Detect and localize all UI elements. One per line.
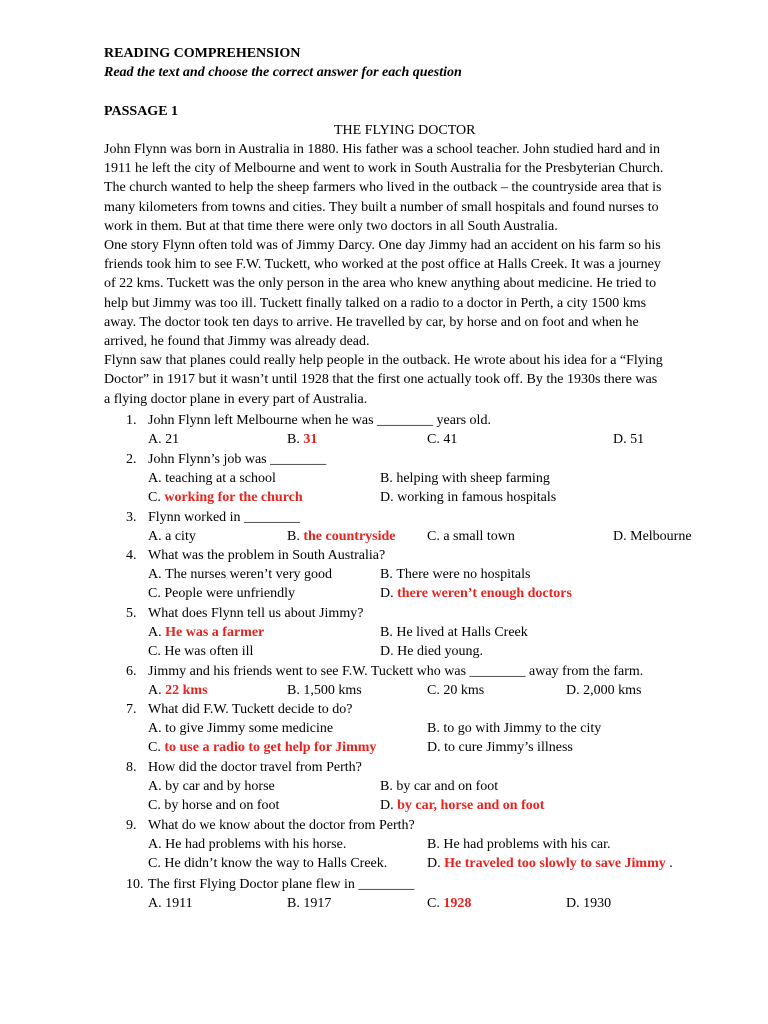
- option-letter: A.: [148, 721, 166, 737]
- option-letter: A.: [148, 683, 166, 699]
- option-a[interactable]: [148, 894, 193, 913]
- option-text: to cure Jimmy’s illness: [444, 740, 573, 756]
- option-a[interactable]: [148, 681, 208, 700]
- option-letter: D.: [380, 490, 398, 506]
- option-c[interactable]: [148, 642, 253, 661]
- option-letter: C.: [427, 683, 444, 699]
- passage-line: One story Flynn often told was of Jimmy Darcy. One day Jimmy had an accident on his farm so his: [104, 238, 661, 253]
- passage-line: The church wanted to help the sheep farmers who lived in the outback – the countryside area that is: [104, 180, 662, 196]
- question-text: What was the problem in South Australia?: [148, 548, 386, 563]
- passage-line: a flying doctor plane in every part of Australia.: [104, 391, 368, 407]
- option-d[interactable]: [380, 796, 544, 815]
- option-c[interactable]: [427, 894, 471, 913]
- option-text: to give Jimmy some medicine: [165, 721, 334, 737]
- option-text: Melbourne: [630, 529, 692, 545]
- option-c[interactable]: [148, 488, 303, 507]
- question-9: [126, 816, 415, 835]
- option-letter: B.: [427, 837, 444, 853]
- option-letter: B.: [380, 779, 397, 795]
- question-text: John Flynn left Melbourne when he was ________ years old.: [148, 413, 491, 428]
- correct-answer-text: He traveled too slowly to save Jimmy: [444, 856, 666, 872]
- question-number: 9.: [126, 818, 137, 833]
- option-letter: B.: [287, 683, 304, 699]
- option-c[interactable]: [427, 527, 515, 546]
- option-text: a city: [165, 529, 196, 545]
- option-letter: C.: [427, 529, 444, 545]
- question-number: 7.: [126, 702, 137, 717]
- passage-line: John Flynn was born in Australia in 1880. His father was a school teacher. John studied hard and in: [104, 142, 661, 157]
- option-letter: A.: [148, 625, 166, 641]
- option-letter: D.: [427, 740, 445, 756]
- option-letter: D.: [613, 529, 631, 545]
- option-d[interactable]: [566, 681, 641, 700]
- option-letter: B.: [380, 567, 397, 583]
- doc-title: READING COMPREHENSION: [104, 46, 301, 61]
- option-text: by car and by horse: [165, 779, 275, 795]
- option-text: 1930: [583, 896, 612, 912]
- option-letter: C.: [148, 490, 165, 506]
- option-d[interactable]: [613, 527, 692, 546]
- option-letter: B.: [287, 432, 304, 448]
- question-text: How did the doctor travel from Perth?: [148, 760, 362, 775]
- question-text: John Flynn’s job was ________: [148, 452, 327, 467]
- option-letter: C.: [148, 644, 165, 660]
- option-text: There were no hospitals: [396, 567, 531, 583]
- option-c[interactable]: [148, 584, 295, 603]
- option-letter: C.: [427, 432, 444, 448]
- option-b[interactable]: [427, 835, 611, 854]
- trailing-period: .: [665, 856, 673, 872]
- option-text: a small town: [443, 529, 515, 545]
- question-3: [126, 508, 300, 527]
- option-c[interactable]: [148, 796, 279, 815]
- option-text: teaching at a school: [165, 471, 276, 487]
- correct-answer-text: by car, horse and on foot: [397, 798, 545, 814]
- option-letter: B.: [427, 721, 444, 737]
- option-a[interactable]: [148, 623, 264, 642]
- option-letter: A.: [148, 529, 166, 545]
- passage-line: 1911 he left the city of Melbourne and went to work in South Australia for the Presbyterian Church.: [104, 161, 664, 177]
- option-a[interactable]: [148, 565, 332, 584]
- option-letter: D.: [427, 856, 445, 872]
- option-text: He was often ill: [164, 644, 254, 660]
- option-letter: C.: [427, 896, 444, 912]
- option-c[interactable]: [427, 430, 457, 449]
- question-1: [126, 411, 491, 430]
- option-a[interactable]: [148, 719, 333, 738]
- option-text: He had problems with his horse.: [165, 837, 347, 853]
- question-10: [126, 875, 414, 894]
- option-text: He had problems with his car.: [443, 837, 611, 853]
- option-letter: C.: [148, 740, 165, 756]
- option-letter: D.: [613, 432, 631, 448]
- option-a[interactable]: [148, 527, 196, 546]
- question-text: Flynn worked in ________: [148, 510, 301, 525]
- question-number: 8.: [126, 760, 137, 775]
- question-text: What did F.W. Tuckett decide to do?: [148, 702, 353, 717]
- option-letter: D.: [380, 798, 398, 814]
- option-text: helping with sheep farming: [396, 471, 550, 487]
- option-d[interactable]: [380, 642, 483, 661]
- option-c[interactable]: [148, 854, 387, 873]
- option-b[interactable]: [287, 894, 331, 913]
- question-4: [126, 546, 385, 565]
- question-6: [126, 662, 643, 681]
- option-d[interactable]: [380, 584, 572, 603]
- option-text: to go with Jimmy to the city: [443, 721, 602, 737]
- option-letter: D.: [380, 586, 398, 602]
- option-b[interactable]: [287, 430, 317, 449]
- option-a[interactable]: [148, 469, 276, 488]
- correct-answer-text: to use a radio to get help for Jimmy: [164, 740, 377, 756]
- option-b[interactable]: [287, 681, 362, 700]
- passage-line: friends took him to see F.W. Tuckett, who worked at the post office at Halls Creek. It was a journey: [104, 257, 661, 273]
- option-text: People were unfriendly: [164, 586, 295, 602]
- correct-answer-text: working for the church: [164, 490, 303, 506]
- question-number: 4.: [126, 548, 137, 563]
- question-number: 3.: [126, 510, 137, 525]
- option-b[interactable]: [380, 469, 550, 488]
- option-letter: A.: [148, 896, 166, 912]
- option-a[interactable]: [148, 777, 275, 796]
- option-d[interactable]: [613, 430, 644, 449]
- option-letter: A.: [148, 779, 166, 795]
- question-number: 1.: [126, 413, 137, 428]
- instruction: Read the text and choose the correct answer for each question: [104, 65, 462, 80]
- passage-line: help but Jimmy was too ill. Tuckett finally talked on a radio to a doctor in Perth, a city 1500 kms: [104, 295, 647, 311]
- passage-line: Flynn saw that planes could really help people in the outback. He wrote about his idea for a “Flying: [104, 353, 663, 369]
- option-letter: C.: [148, 586, 165, 602]
- option-text: He died young.: [397, 644, 484, 660]
- option-text: by car and on foot: [396, 779, 499, 795]
- option-c[interactable]: [427, 681, 484, 700]
- passage-line: Doctor” in 1917 but it wasn’t until 1928 that the first one actually took off. By the 1930s there was: [104, 372, 658, 388]
- question-number: 5.: [126, 606, 137, 621]
- option-text: by horse and on foot: [164, 798, 280, 814]
- option-letter: D.: [566, 896, 584, 912]
- option-d[interactable]: [427, 738, 573, 757]
- passage-line: arrived, he found that Jimmy was already dead.: [104, 334, 370, 349]
- option-a[interactable]: [148, 430, 179, 449]
- option-b[interactable]: [380, 565, 530, 584]
- correct-answer-text: the countryside: [303, 529, 396, 545]
- option-b[interactable]: [287, 527, 396, 546]
- option-text: He didn’t know the way to Halls Creek.: [164, 856, 388, 872]
- option-letter: A.: [148, 432, 166, 448]
- option-letter: D.: [566, 683, 584, 699]
- passage-line: many kilometers from towns and cities. They built a number of small hospitals and found nurses to: [104, 199, 659, 215]
- question-7: [126, 700, 352, 719]
- question-8: [126, 758, 362, 777]
- passage-line: work in them. But at that time there were only two doctors in all South Australia.: [104, 218, 558, 234]
- correct-answer-text: 22 kms: [165, 683, 208, 699]
- option-letter: A.: [148, 471, 166, 487]
- passage-title: THE FLYING DOCTOR: [334, 123, 476, 138]
- option-letter: B.: [287, 896, 304, 912]
- option-letter: C.: [148, 798, 165, 814]
- option-text: He lived at Halls Creek: [396, 625, 528, 641]
- option-b[interactable]: [380, 777, 498, 796]
- option-text: 2,000 kms: [583, 683, 642, 699]
- option-letter: B.: [287, 529, 304, 545]
- question-text: What does Flynn tell us about Jimmy?: [148, 606, 364, 621]
- question-number: 6.: [126, 664, 137, 679]
- question-text: Jimmy and his friends went to see F.W. Tuckett who was ________ away from the farm.: [148, 664, 644, 679]
- question-text: The first Flying Doctor plane flew in ________: [148, 877, 415, 892]
- option-text: 1911: [165, 896, 193, 912]
- option-text: 1917: [303, 896, 332, 912]
- option-a[interactable]: [148, 835, 346, 854]
- option-text: 20 kms: [443, 683, 485, 699]
- question-5: [126, 604, 363, 623]
- correct-answer-text: there weren’t enough doctors: [397, 586, 572, 602]
- correct-answer-text: He was a farmer: [165, 625, 265, 641]
- option-letter: A.: [148, 837, 166, 853]
- correct-answer-text: 1928: [443, 896, 472, 912]
- question-text: What do we know about the doctor from Perth?: [148, 818, 415, 833]
- option-letter: A.: [148, 567, 166, 583]
- option-d[interactable]: [427, 854, 673, 873]
- option-letter: C.: [148, 856, 165, 872]
- option-b[interactable]: [380, 623, 528, 642]
- question-number: 10.: [126, 877, 144, 892]
- passage-line: away. The doctor took ten days to arrive. He travelled by car, by horse and on foot and when he: [104, 314, 639, 330]
- option-d[interactable]: [566, 894, 611, 913]
- option-letter: B.: [380, 471, 397, 487]
- option-text: working in famous hospitals: [397, 490, 557, 506]
- passage-line: of 22 kms. Tuckett was the only person in the area who knew anything about medicine. He tried to: [104, 276, 657, 292]
- option-c[interactable]: [148, 738, 376, 757]
- option-d[interactable]: [380, 488, 556, 507]
- question-2: [126, 450, 326, 469]
- question-number: 2.: [126, 452, 137, 467]
- option-letter: B.: [380, 625, 397, 641]
- option-text: 41: [443, 432, 458, 448]
- option-text: The nurses weren’t very good: [165, 567, 333, 583]
- option-b[interactable]: [427, 719, 601, 738]
- option-text: 1,500 kms: [303, 683, 362, 699]
- passage-label: PASSAGE 1: [104, 104, 179, 119]
- option-text: 21: [165, 432, 180, 448]
- correct-answer-text: 31: [303, 432, 318, 448]
- option-letter: D.: [380, 644, 398, 660]
- option-text: 51: [630, 432, 645, 448]
